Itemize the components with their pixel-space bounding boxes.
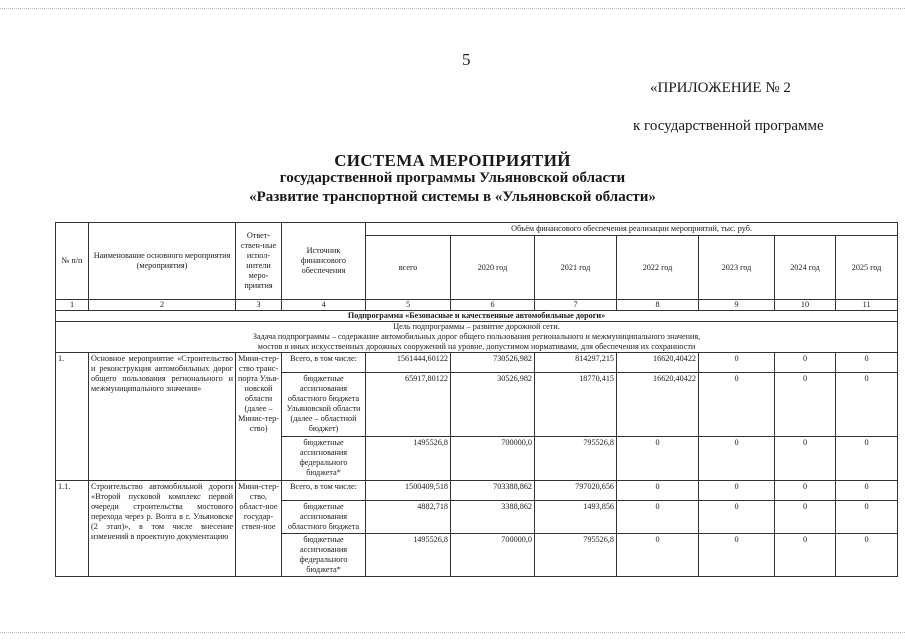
value-cell: 0	[699, 501, 775, 534]
value-cell: 0	[617, 534, 699, 577]
value-cell: 0	[775, 534, 836, 577]
header-year: 2024 год	[775, 236, 836, 300]
subprogram-title: Подпрограмма «Безопасные и качественные автомобильные дороги»	[56, 311, 898, 322]
value-cell: 1495526,8	[366, 437, 451, 481]
appendix-subtitle: к государственной программе	[633, 118, 824, 134]
header-year: 2021 год	[535, 236, 617, 300]
value-cell: 0	[617, 501, 699, 534]
column-number: 6	[451, 300, 535, 311]
header-funding: Объём финансового обеспечения реализации мероприятий, тыс. руб.	[366, 223, 898, 236]
funding-source: бюджетные ассигнования областного бюджета Ульяновской области (далее – областной бюджет)	[282, 373, 366, 437]
column-number: 10	[775, 300, 836, 311]
value-cell: 16620,40422	[617, 353, 699, 373]
value-cell: 3388,862	[451, 501, 535, 534]
header-year: 2025 год	[836, 236, 898, 300]
value-cell: 1561444,60122	[366, 353, 451, 373]
row-number: 1.	[56, 353, 89, 481]
value-cell: 0	[775, 481, 836, 501]
value-cell: 795526,8	[535, 534, 617, 577]
document-title: СИСТЕМА МЕРОПРИЯТИЙ	[334, 151, 571, 170]
scan-border-top	[0, 8, 905, 10]
scan-border-bottom	[0, 632, 905, 634]
value-cell: 0	[836, 501, 898, 534]
header-year: 2020 год	[451, 236, 535, 300]
value-cell: 0	[699, 437, 775, 481]
header-name: Наименование основного мероприятия (мероприятия)	[89, 223, 236, 300]
value-cell: 0	[617, 437, 699, 481]
column-number: 1	[56, 300, 89, 311]
measures-table	[55, 222, 898, 577]
value-cell: 700000,0	[451, 437, 535, 481]
document-subtitle-2: «Развитие транспортной системы в «Ульяновской области»	[249, 189, 656, 205]
measure-name: Основное мероприятие «Строительство и реконструкция автомобильных дорог общего пользования регионального и межмуниципального значения»	[89, 353, 236, 481]
header-year: 2023 год	[699, 236, 775, 300]
value-cell: 18770,415	[535, 373, 617, 437]
measure-name: Строительство автомобильной дороги «Второй пусковой комплекс первой очереди строительства мостового перехода через р. Волга в г. Ульяновске (2 этап)», в том числе внесение изменений в проектную документацию	[89, 481, 236, 577]
value-cell: 700000,0	[451, 534, 535, 577]
value-cell: 0	[699, 534, 775, 577]
value-cell: 30526,982	[451, 373, 535, 437]
value-cell: 0	[775, 437, 836, 481]
subprogram-goal: Цель подпрограммы – развитие дорожной сети.	[393, 322, 560, 331]
header-total: всего	[366, 236, 451, 300]
document-subtitle-1: государственной программы Ульяновской области	[279, 170, 626, 186]
subprogram-task-line-2: мостов и иных искусственных дорожных сооружений на уровне, допустимом нормативами, для обеспечения их сохранности	[257, 342, 696, 351]
header-source: Источник финансового обеспечения	[282, 223, 366, 300]
value-cell: 0	[699, 481, 775, 501]
funding-source: бюджетные ассигнования федерального бюджета*	[282, 534, 366, 577]
value-cell: 1495526,8	[366, 534, 451, 577]
value-cell: 0	[836, 353, 898, 373]
value-cell: 0	[775, 353, 836, 373]
subprogram-task-line-1: Задача подпрограммы – содержание автомобильных дорог общего пользования регионального и межмуниципального значения,	[252, 332, 701, 341]
value-cell: 1500409,518	[366, 481, 451, 501]
column-number: 8	[617, 300, 699, 311]
value-cell: 703388,862	[451, 481, 535, 501]
responsible-executor: Мини-стер-ство, област-ное государ-ствен-ное	[236, 481, 282, 577]
value-cell: 16620,40422	[617, 373, 699, 437]
funding-source: Всего, в том числе:	[282, 353, 366, 373]
column-number: 4	[282, 300, 366, 311]
subprogram-goal-task	[56, 322, 898, 353]
value-cell: 0	[775, 373, 836, 437]
value-cell: 814297,215	[535, 353, 617, 373]
header-year: 2022 год	[617, 236, 699, 300]
value-cell: 0	[699, 373, 775, 437]
page-number: 5	[462, 50, 471, 69]
column-number: 11	[836, 300, 898, 311]
value-cell: 0	[836, 534, 898, 577]
column-number: 3	[236, 300, 282, 311]
appendix-label: «ПРИЛОЖЕНИЕ № 2	[650, 80, 791, 96]
value-cell: 730526,982	[451, 353, 535, 373]
responsible-executor: Мини-стер-ство транс-порта Улья-новской области (далее – Минис-тер-ство)	[236, 353, 282, 481]
column-number: 2	[89, 300, 236, 311]
row-number: 1.1.	[56, 481, 89, 577]
value-cell: 795526,8	[535, 437, 617, 481]
value-cell: 797020,656	[535, 481, 617, 501]
value-cell: 0	[699, 353, 775, 373]
value-cell: 65917,80122	[366, 373, 451, 437]
funding-source: бюджетные ассигнования федерального бюджета*	[282, 437, 366, 481]
column-number: 5	[366, 300, 451, 311]
value-cell: 0	[836, 481, 898, 501]
value-cell: 0	[775, 501, 836, 534]
funding-source: бюджетные ассигнования областного бюджета	[282, 501, 366, 534]
value-cell: 0	[617, 481, 699, 501]
funding-source: Всего, в том числе:	[282, 481, 366, 501]
header-responsible: Ответ-ствен-ные испол-нители меро-приятия	[236, 223, 282, 300]
column-number: 9	[699, 300, 775, 311]
column-number: 7	[535, 300, 617, 311]
value-cell: 4882,718	[366, 501, 451, 534]
header-num: № п/п	[56, 223, 89, 300]
value-cell: 0	[836, 373, 898, 437]
value-cell: 0	[836, 437, 898, 481]
value-cell: 1493,856	[535, 501, 617, 534]
